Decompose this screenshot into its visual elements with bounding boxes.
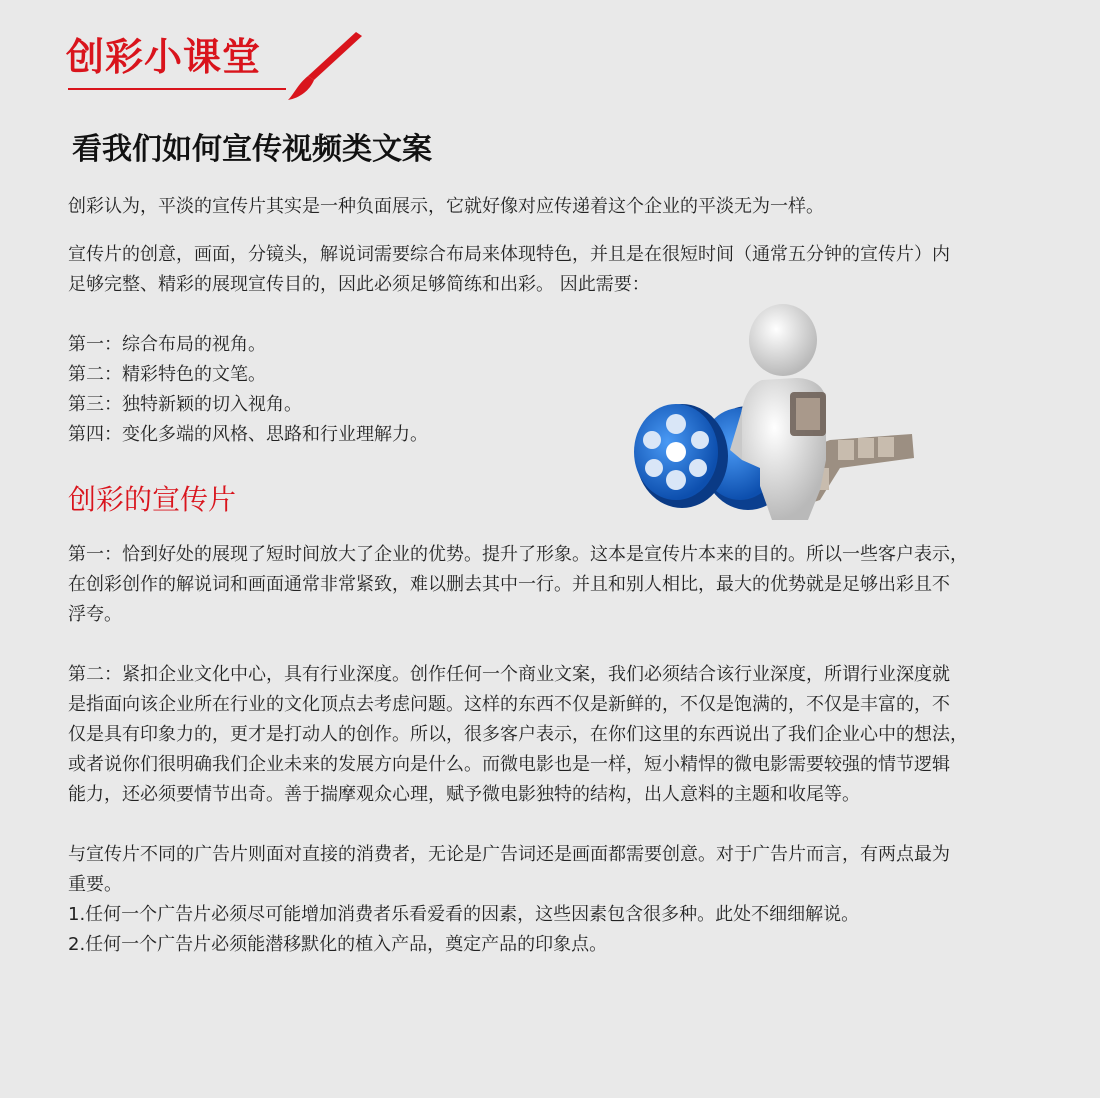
paragraph-line: 宣传片的创意，画面，分镜头，解说词需要综合布局来体现特色，并且是在很短时间（通常五分钟的宣传片）内 (68, 244, 950, 265)
paragraph-line: 第二：紧扣企业文化中心，具有行业深度。创作任何一个商业文案，我们必须结合该行业深度，所谓行业深度就 (68, 664, 950, 685)
page-title: 看我们如何宣传视频类文案 (72, 132, 432, 167)
brand-underline (68, 88, 286, 90)
paragraph-line: 浮夸。 (68, 604, 122, 625)
list-item: 第二：精彩特色的文笔。 (68, 364, 266, 385)
paragraph-line: 2.任何一个广告片必须能潜移默化的植入产品，奠定产品的印象点。 (68, 934, 608, 955)
paragraph-line: 或者说你们很明确我们企业未来的发展方向是什么。而微电影也是一样，短小精悍的微电影需要较强的情节逻辑 (68, 754, 950, 775)
film-reel-front-icon (634, 404, 728, 508)
paragraph-line: 在创彩创作的解说词和画面通常非常紧致，难以删去其中一行。并且和别人相比，最大的优势就是足够出彩且不 (68, 574, 950, 595)
paragraph-line: 第一：恰到好处的展现了短时间放大了企业的优势。提升了形象。这本是宣传片本来的目的。所以一些客户表示， (68, 544, 968, 565)
paragraph-line: 仅是具有印象力的，更才是打动人的创作。所以，很多客户表示，在你们这里的东西说出了我们企业心中的想法， (68, 724, 968, 745)
intro-paragraph: 创彩认为，平淡的宣传片其实是一种负面展示，它就好像对应传递着这个企业的平淡无为一样。 (68, 196, 824, 217)
film-reel-figure-illustration (630, 300, 920, 525)
list-item: 第三：独特新颖的切入视角。 (68, 394, 302, 415)
brush-icon (284, 30, 364, 102)
paragraph-line: 1.任何一个广告片必须尽可能增加消费者乐看爱看的因素，这些因素包含很多种。此处不细细解说。 (68, 904, 860, 925)
section-title: 创彩的宣传片 (68, 483, 237, 516)
list-item: 第一：综合布局的视角。 (68, 334, 266, 355)
list-item: 第四：变化多端的风格、思路和行业理解力。 (68, 424, 428, 445)
paragraph-line: 能力，还必须要情节出奇。善于揣摩观众心理，赋予微电影独特的结构，出人意料的主题和收尾等。 (68, 784, 860, 805)
paragraph-line: 是指面向该企业所在行业的文化顶点去考虑问题。这样的东西不仅是新鲜的，不仅是饱满的，不仅是丰富的，不 (68, 694, 950, 715)
paragraph-line: 重要。 (68, 874, 122, 895)
paragraph-line: 与宣传片不同的广告片则面对直接的消费者，无论是广告词还是画面都需要创意。对于广告片而言，有两点最为 (68, 844, 950, 865)
brand-logo-text: 创彩小课堂 (66, 35, 262, 79)
paragraph-line: 足够完整、精彩的展现宣传目的，因此必须足够简练和出彩。 因此需要： (68, 274, 650, 295)
